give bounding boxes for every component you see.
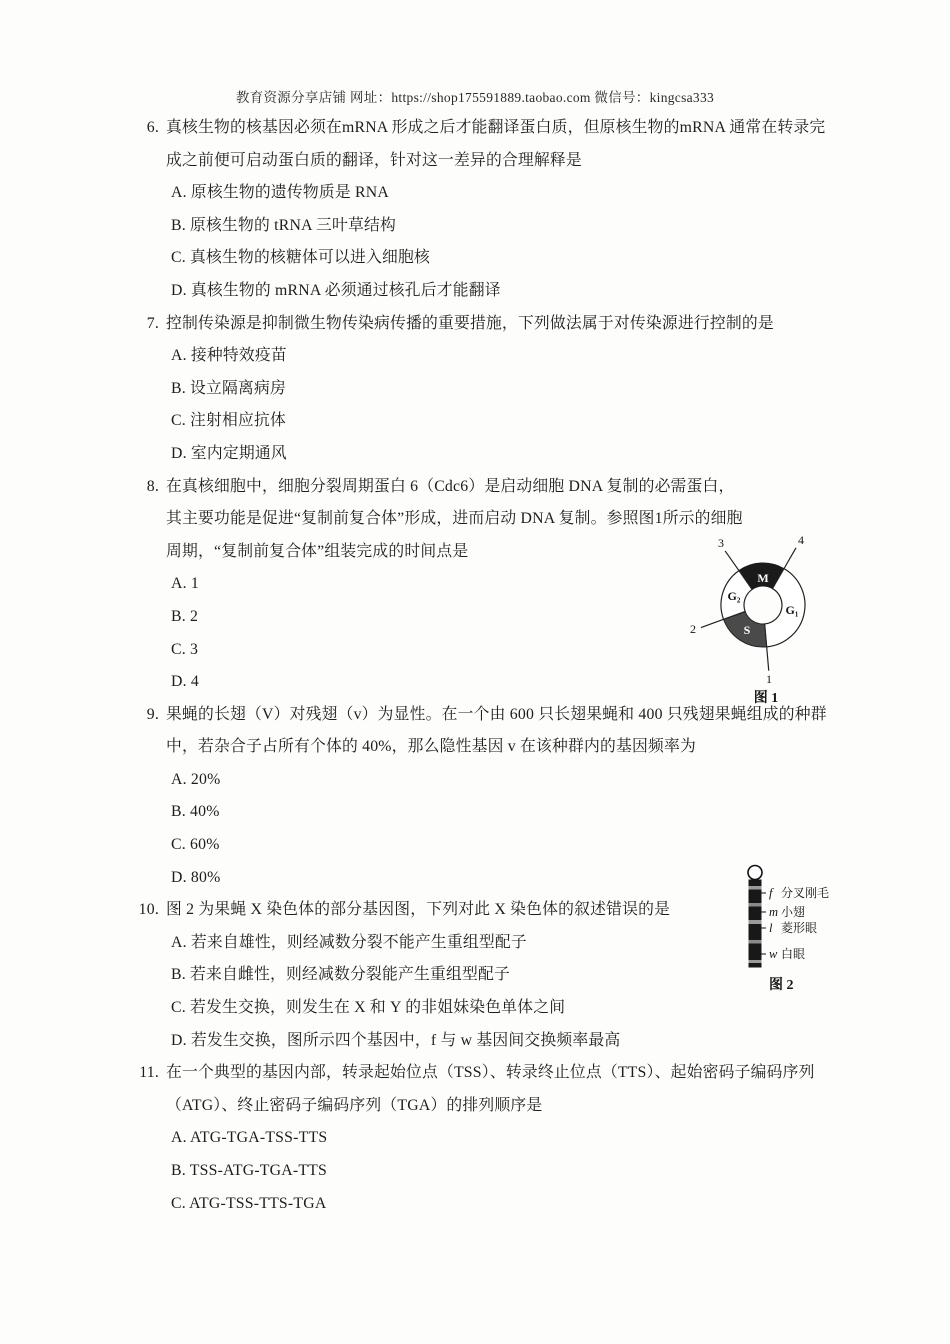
centromere-circle [748, 866, 762, 880]
question-9-option-d: D. 80% [171, 868, 221, 886]
chromosome-band [749, 903, 762, 907]
figure-1-caption: 图 1 [753, 691, 779, 706]
question-11-option-b: B. TSS-ATG-TGA-TTS [171, 1162, 328, 1179]
tick-line-1 [767, 647, 769, 671]
question-7-stem-row [146, 308, 830, 341]
page-header: 教育资源分享店铺 网址：https://shop175591889.taobao.com 微信号：kingcsa333 [235, 90, 715, 105]
question-10 [138, 894, 830, 1057]
cell-cycle-diagram [688, 522, 838, 708]
question-8-number: 8. [146, 477, 159, 495]
question-6 [146, 112, 830, 308]
phase-label-m: M [757, 571, 769, 585]
phase-label-s: S [743, 623, 751, 637]
question-8-option-b: B. 2 [171, 607, 199, 625]
figure-1-cell-cycle [688, 522, 838, 713]
question-7-option-d: D. 室内定期通风 [171, 444, 287, 462]
question-8-option-c: C. 3 [171, 640, 199, 658]
tick-label-4: 4 [798, 533, 804, 547]
gene-symbol-f: f [769, 886, 773, 900]
question-7-option-c: C. 注射相应抗体 [171, 412, 287, 430]
tick-line-2 [701, 619, 724, 627]
question-10-stem: 图 2 为果蝇 X 染色体的部分基因图，下列对此 X 染色体的叙述错误的是 [166, 901, 671, 919]
question-6-number: 6. [146, 119, 159, 136]
question-6-option-d: D. 真核生物的 mRNA 必须通过核孔后才能翻译 [171, 281, 501, 299]
question-7 [146, 308, 830, 471]
chromosome-band [749, 960, 762, 963]
question-8-option-d: D. 4 [171, 673, 200, 691]
question-7-option-a: A. 接种特效疫苗 [171, 347, 287, 365]
gene-symbol-l: l [769, 921, 773, 935]
tick-label-2: 2 [690, 622, 696, 636]
question-9-option-b: B. 40% [171, 803, 220, 821]
gene-name-m: 小翅 [781, 905, 806, 919]
chromosome-band [749, 920, 762, 924]
gene-name-f: 分叉刚毛 [781, 886, 830, 900]
question-6-option-c: C. 真核生物的核糖体可以进入细胞核 [171, 249, 430, 267]
question-11 [139, 1057, 830, 1220]
question-9-option-c: C. 60% [171, 836, 220, 854]
question-11-option-a: A. ATG-TGA-TSS-TTS [171, 1129, 328, 1147]
chromosome-band [749, 940, 762, 944]
question-8-stem: 在真核细胞中，细胞分裂周期蛋白 6（Cdc6）是启动细胞 DNA 复制的必需蛋白，其主要功能是促进“复制前复合体”形成，进而启动 DNA 复制。参照图1所示的细胞周期，“复制前复合体”组装完成的时间点是 [166, 477, 743, 560]
gene-name-l: 菱形眼 [781, 921, 818, 935]
question-11-option-c: C. ATG-TSS-TTS-TGA [171, 1194, 327, 1212]
gene-symbol-w: w [769, 947, 778, 961]
question-7-stem: 控制传染源是抑制微生物传染病传播的重要措施，下列做法属于对传染源进行控制的是 [166, 314, 774, 332]
question-8-stem-row [146, 471, 744, 569]
x-chromosome-diagram [742, 862, 842, 997]
tick-label-3: 3 [718, 536, 724, 550]
question-8-option-a: A. 1 [171, 575, 200, 593]
chromosome-band [749, 886, 762, 890]
question-10-stem-row [138, 894, 830, 927]
question-6-stem-row [146, 112, 830, 177]
phase-label-g1: G₁ [785, 603, 799, 617]
question-10-option-d: D. 若发生交换，图所示四个基因中，f 与 w 基因间交换频率最高 [171, 1031, 621, 1049]
question-11-stem: 在一个典型的基因内部，转录起始位点（TSS）、转录终止位点（TTS）、起始密码子编码序列（ATG）、终止密码子编码序列（TGA）的排列顺序是 [166, 1064, 815, 1114]
question-11-number: 11. [139, 1064, 159, 1082]
gene-name-w: 白眼 [781, 947, 806, 961]
question-6-stem: 真核生物的核基因必须在mRNA 形成之后才能翻译蛋白质，但原核生物的mRNA 通常在转录完成之前便可启动蛋白质的翻译，针对这一差异的合理解释是 [166, 119, 826, 169]
question-7-number: 7. [146, 314, 159, 332]
figure-2-caption: 图 2 [769, 978, 794, 993]
question-9-option-a: A. 20% [171, 770, 221, 788]
question-10-option-c: C. 若发生交换，则发生在 X 和 Y 的非姐妹染色单体之间 [171, 999, 566, 1017]
question-11-stem-row [139, 1057, 830, 1122]
question-9 [146, 699, 830, 895]
question-10-number: 10. [138, 901, 159, 919]
question-10-option-a: A. 若来自雄性，则经减数分裂不能产生重组型配子 [171, 933, 527, 951]
phase-label-g2: G₂ [727, 589, 741, 603]
question-9-number: 9. [146, 705, 159, 723]
question-6-option-a: A. 原核生物的遗传物质是 RNA [171, 184, 389, 202]
tick-line-3 [725, 551, 739, 571]
question-10-option-b: B. 若来自雌性，则经减数分裂能产生重组型配子 [171, 966, 510, 984]
tick-label-1: 1 [766, 672, 772, 686]
gene-symbol-m: m [769, 905, 779, 919]
tick-line-4 [784, 548, 796, 569]
figure-2-x-chromosome [742, 862, 842, 1002]
question-9-stem: 果蝇的长翅（V）对残翅（v）为显性。在一个由 600 只长翅果蝇和 400 只残翅果蝇组成的种群中，若杂合子占所有个体的 40%，那么隐性基因 v 在该种群内的基因频率为 [166, 705, 827, 756]
question-6-option-b: B. 原核生物的 tRNA 三叶草结构 [171, 216, 396, 234]
question-7-option-b: B. 设立隔离病房 [171, 379, 287, 397]
